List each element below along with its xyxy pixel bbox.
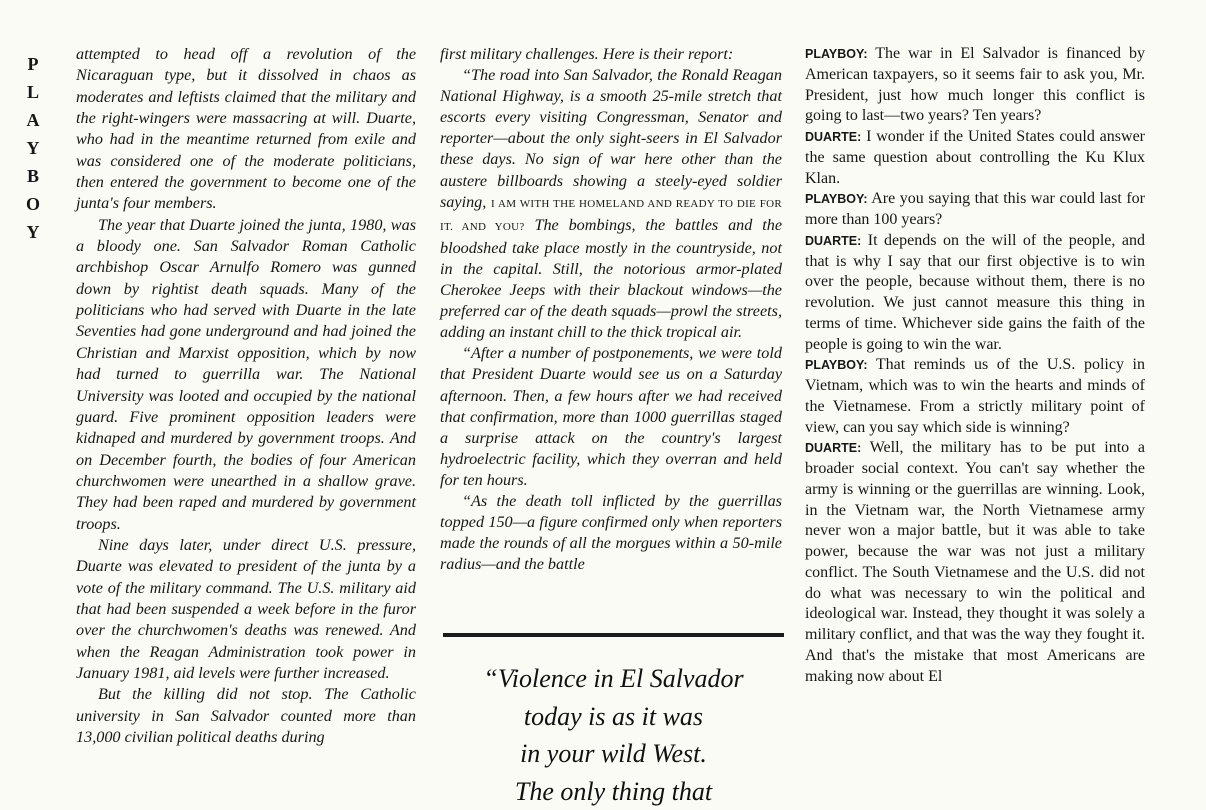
speaker-label-duarte: DUARTE: bbox=[805, 130, 861, 144]
spine-letter: L bbox=[22, 78, 44, 106]
question-text: Are you saying that this war could last for more than 100 years? bbox=[805, 190, 1145, 228]
paragraph: “After a number of postponements, we were told that President Duarte would see us on a Saturday afternoon. Then, a few hours after we had received that confirmation, more than 1000 guerrillas staged a surprise attack on the country's largest hydroelectric facility, which they overran and held for ten hours. bbox=[440, 343, 782, 491]
spine-letter: O bbox=[22, 190, 44, 218]
interview-question bbox=[805, 44, 1145, 127]
speaker-label-playboy: PLAYBOY: bbox=[805, 358, 868, 372]
paragraph: But the killing did not stop. The Catholic university in San Salvador counted more than 13,000 civilian political deaths during bbox=[76, 684, 416, 748]
spine-letter: Y bbox=[22, 218, 44, 246]
spine-letter: A bbox=[22, 106, 44, 134]
spine-letter: Y bbox=[22, 134, 44, 162]
pull-quote-line: today is as it was bbox=[443, 698, 784, 736]
pull-quote-line: The only thing that bbox=[443, 773, 784, 810]
paragraph: Nine days later, under direct U.S. pressure, Duarte was elevated to president of the junta by a vote of the military command. The U.S. military aid that had been suspended a week before in the furor over the churchwomen's deaths was renewed. And when the Reagan Administration took power in January 1981, aid levels were further increased. bbox=[76, 535, 416, 684]
question-text: The war in El Salvador is financed by American taxpayers, so it seems fair to ask you, Mr. President, just how much longer this conflict is going to last—two years? Ten years? bbox=[805, 45, 1145, 124]
spine-letter: B bbox=[22, 162, 44, 190]
paragraph: first military challenges. Here is their report: bbox=[440, 44, 782, 65]
intro-column-middle bbox=[440, 44, 782, 575]
billboard-slogan: I AM WITH THE HOMELAND AND READY TO DIE FOR IT. AND YOU? bbox=[440, 198, 782, 233]
interview-question bbox=[805, 189, 1145, 231]
interview-answer bbox=[805, 438, 1145, 687]
text-run: The bombings, the battles and the bloodshed take place mostly in the countryside, not in the capital. Still, the notorious armor-plated Cherokee Jeeps with their blackout windows—the preferred car of the death squads—prowl the streets, adding an instant chill to the thick tropical air. bbox=[440, 216, 782, 341]
answer-text: I wonder if the United States could answer the same question about controlling the Ku Klux Klan. bbox=[805, 128, 1145, 187]
pull-quote-line: “Violence in El Salvador bbox=[443, 660, 784, 698]
spine-letter: P bbox=[22, 50, 44, 78]
pull-quote bbox=[443, 660, 784, 810]
paragraph: “As the death toll inflicted by the guerrillas topped 150—a figure confirmed only when reporters made the rounds of all the morgues within a 50-mile radius—and the battle bbox=[440, 491, 782, 575]
interview-answer bbox=[805, 231, 1145, 356]
paragraph bbox=[440, 65, 782, 343]
answer-text: Well, the military has to be put into a broader social context. You can't say whether the army is winning or the guerrillas are winning. Look, in the Vietnam war, the North Vietnamese army never won a major battle, but it was able to take power, because the war was not just a military conflict. The South Vietnamese and the U.S. did not do what was necessary to win the political and ideological war. Instead, they thought it was solely a military conflict, and that was the way they fought it. And that's the mistake that most Americans are making now about El bbox=[805, 439, 1145, 684]
speaker-label-playboy: PLAYBOY: bbox=[805, 47, 868, 61]
speaker-label-duarte: DUARTE: bbox=[805, 441, 861, 455]
pull-quote-line: in your wild West. bbox=[443, 735, 784, 773]
magazine-spine-label bbox=[22, 50, 44, 246]
interview-question bbox=[805, 355, 1145, 438]
speaker-label-playboy: PLAYBOY: bbox=[805, 192, 868, 206]
interview-answer bbox=[805, 127, 1145, 189]
question-text: That reminds us of the U.S. policy in Vietnam, which was to win the hearts and minds of the Vietnamese. From a strictly military point of view, can you say which side is winning? bbox=[805, 356, 1145, 435]
paragraph: attempted to head off a revolution of the Nicaraguan type, but it dissolved in chaos as moderates and leftists claimed that the military and the right-wingers were massacring at will. Duarte, who had in the meantime returned from exile and was considered one of the moderate politicians, then entered the government to become one of the junta's four members. bbox=[76, 44, 416, 215]
speaker-label-duarte: DUARTE: bbox=[805, 234, 861, 248]
pullquote-rule bbox=[443, 633, 784, 637]
paragraph: The year that Duarte joined the junta, 1980, was a bloody one. San Salvador Roman Catholic archbishop Oscar Arnulfo Romero was gunned down by rightist death squads. Many of the politicians who had served with Duarte in the late Seventies had gone underground and had joined the Christian and Marxist opposition, which by now had turned to guerrilla war. The National University was looted and occupied by the national guard. Five prominent opposition leaders were kidnaped and murdered by government troops. And on December fourth, the bodies of four American churchwomen were unearthed in a shallow grave. They had been raped and murdered by government troops. bbox=[76, 215, 416, 535]
answer-text: It depends on the will of the people, and that is why I say that our first objective is to win over the people, because without them, there is no revolution. We just cannot measure this thing in terms of time. Whichever side gains the faith of the people is going to win the war. bbox=[805, 232, 1145, 353]
intro-column-left bbox=[76, 44, 416, 748]
interview-column bbox=[805, 44, 1145, 687]
text-run: “The road into San Salvador, the Ronald Reagan National Highway, is a smooth 25-mile stretch that escorts every visiting Congressman, Senator and reporter—about the only sight-seers in El Salvador these days. No sign of war here other than the austere billboards showing a steely-eyed soldier saying, bbox=[440, 66, 782, 211]
